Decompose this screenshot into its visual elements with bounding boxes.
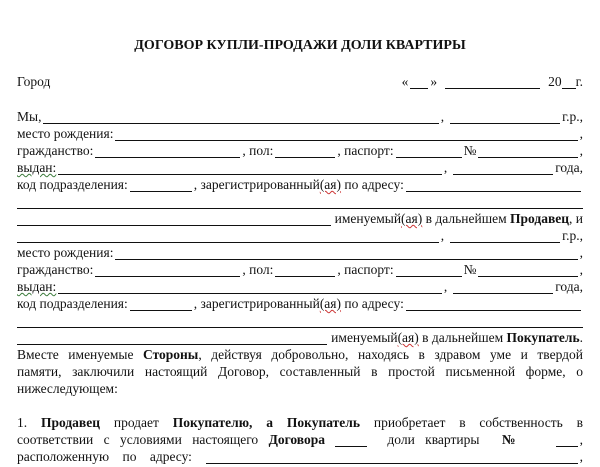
item-text-5: расположенную по адресу: xyxy=(17,449,192,464)
registered-suffix: (ая) xyxy=(319,296,342,311)
apartment-number-field[interactable] xyxy=(556,434,578,447)
named-label: именуемый xyxy=(331,330,398,345)
named-label: именуемый xyxy=(334,211,402,226)
number-sign: № xyxy=(463,143,477,158)
named-suffix: (ая) xyxy=(397,330,419,345)
seller-birthplace-field[interactable] xyxy=(115,128,577,141)
registered-label: , зарегистрированный xyxy=(193,296,320,311)
seller-issued-by-field[interactable] xyxy=(58,162,442,175)
city-label: Город xyxy=(17,74,51,89)
birth-year-label: г.р., xyxy=(562,109,583,124)
seller-named-line xyxy=(17,209,583,226)
buyer-birthplace-field[interactable] xyxy=(115,247,577,260)
together-line-3 xyxy=(17,379,583,396)
number-sign: № xyxy=(501,432,516,447)
buyer-named-line xyxy=(17,328,583,345)
passport-label: , паспорт: xyxy=(337,262,394,277)
buyer-term-dative: Покупателю, xyxy=(172,415,253,430)
buyer-term: Покупатель xyxy=(286,415,360,430)
issued-label: выдан: xyxy=(17,160,57,175)
buyer-passport-series-field[interactable] xyxy=(396,264,462,277)
quote-close: » xyxy=(430,74,438,89)
day-field[interactable] xyxy=(410,76,428,89)
comma: , xyxy=(440,228,445,243)
buyer-address-field-3[interactable] xyxy=(17,332,327,345)
dept-code-label: код подразделения: xyxy=(17,177,128,192)
seller-term: Продавец xyxy=(40,415,100,430)
buyer-issued-by-field[interactable] xyxy=(58,281,442,294)
item-text: продает xyxy=(100,415,173,430)
comma: , xyxy=(443,160,448,175)
buyer-term: Покупатель xyxy=(506,330,580,345)
share-field[interactable] xyxy=(335,434,367,447)
comma: , xyxy=(443,279,448,294)
item-conj: а xyxy=(252,415,287,430)
we-label: Мы, xyxy=(17,109,42,124)
item1-line-2 xyxy=(17,430,583,447)
citizenship-label: гражданство: xyxy=(17,262,94,277)
buyer-passport-number-field[interactable] xyxy=(478,264,577,277)
named-post: в дальнейшем xyxy=(418,330,507,345)
seller-birthplace-line xyxy=(17,124,583,141)
comma: , xyxy=(579,262,583,277)
buyer-name-field[interactable] xyxy=(17,230,439,243)
comma: , xyxy=(579,245,583,260)
comma: , xyxy=(440,109,445,124)
gender-label: , пол: xyxy=(242,262,274,277)
registered-label: , зарегистрированный xyxy=(193,177,320,192)
comma: , xyxy=(579,143,583,158)
registered-suffix: (ая) xyxy=(319,177,342,192)
buyer-birthplace-line xyxy=(17,243,583,260)
item1-line-1 xyxy=(17,413,583,430)
seller-tail: , и xyxy=(569,211,583,226)
item-text-4: доли квартиры xyxy=(377,432,490,447)
buyer-issued-line xyxy=(17,277,583,294)
comma: , xyxy=(579,432,583,447)
citizenship-label: гражданство: xyxy=(17,143,94,158)
buyer-dept-code-field[interactable] xyxy=(130,298,192,311)
seller-address-field-2[interactable] xyxy=(17,196,583,209)
buyer-tail: . xyxy=(579,330,583,345)
buyer-passport-line xyxy=(17,260,583,277)
named-suffix: (ая) xyxy=(401,211,423,226)
address-label: по адресу: xyxy=(341,296,404,311)
buyer-gender-field[interactable] xyxy=(275,264,335,277)
together-text-2: , действуя добровольно, находясь в здравом уме и твердой xyxy=(198,347,583,362)
item1-line-3 xyxy=(17,447,583,464)
gender-label: , пол: xyxy=(242,143,274,158)
seller-term: Продавец xyxy=(510,211,570,226)
year-prefix: 20 xyxy=(548,74,562,89)
quote-open: « xyxy=(401,74,409,89)
seller-citizenship-field[interactable] xyxy=(95,145,240,158)
buyer-address-field[interactable] xyxy=(406,298,581,311)
together-line-1 xyxy=(17,345,583,362)
seller-dept-code-field[interactable] xyxy=(130,179,192,192)
comma: , xyxy=(579,449,583,464)
seller-passport-line xyxy=(17,141,583,158)
buyer-issue-date-field[interactable] xyxy=(453,281,553,294)
birthplace-label: место рождения: xyxy=(17,245,114,260)
buyer-name-line xyxy=(17,226,583,243)
birth-year-label: г.р., xyxy=(562,228,583,243)
buyer-address-field-2[interactable] xyxy=(17,315,583,328)
comma: , xyxy=(579,126,583,141)
seller-issued-line xyxy=(17,158,583,175)
dept-code-label: код подразделения: xyxy=(17,296,128,311)
seller-registration-line xyxy=(17,175,583,192)
item-text-3: соответствии с условиями настоящего xyxy=(17,432,269,447)
seller-passport-number-field[interactable] xyxy=(478,145,577,158)
named-post: в дальнейшем xyxy=(422,211,510,226)
contract-term: Договора xyxy=(268,432,326,447)
buyer-birth-year-field[interactable] xyxy=(450,230,560,243)
seller-name-field[interactable] xyxy=(43,111,438,124)
year-field[interactable] xyxy=(562,76,576,89)
seller-name-line xyxy=(17,107,583,124)
together-text: Вместе именуемые xyxy=(17,347,143,362)
number-sign: № xyxy=(463,262,477,277)
together-text-3: памяти, заключили настоящий Договор, составленный в простой письменной форме, о xyxy=(17,364,583,379)
year-word: года, xyxy=(555,279,583,294)
birthplace-label: место рождения: xyxy=(17,126,114,141)
month-field[interactable] xyxy=(445,76,540,89)
seller-address-field[interactable] xyxy=(406,179,581,192)
item-number: 1. xyxy=(17,415,41,430)
buyer-address-line-2 xyxy=(17,311,583,328)
apartment-address-field[interactable] xyxy=(206,451,578,464)
address-label: по адресу: xyxy=(341,177,404,192)
buyer-registration-line xyxy=(17,294,583,311)
city-date-line xyxy=(17,72,583,89)
buyer-citizenship-field[interactable] xyxy=(95,264,240,277)
year-suffix: г. xyxy=(575,74,583,89)
seller-address-field-3[interactable] xyxy=(17,213,331,226)
item-text-2: приобретает в собственность в xyxy=(360,415,584,430)
seller-gender-field[interactable] xyxy=(275,145,335,158)
together-line-2 xyxy=(17,362,583,379)
seller-address-line-2 xyxy=(17,192,583,209)
seller-issue-date-field[interactable] xyxy=(453,162,553,175)
together-text-4: нижеследующем: xyxy=(17,381,118,396)
seller-passport-series-field[interactable] xyxy=(396,145,462,158)
passport-label: , паспорт: xyxy=(337,143,394,158)
document-title: ДОГОВОР КУПЛИ-ПРОДАЖИ ДОЛИ КВАРТИРЫ xyxy=(134,38,466,53)
year-word: года, xyxy=(555,160,583,175)
parties-term: Стороны xyxy=(143,347,199,362)
issued-label: выдан: xyxy=(17,279,57,294)
seller-birth-year-field[interactable] xyxy=(450,111,560,124)
